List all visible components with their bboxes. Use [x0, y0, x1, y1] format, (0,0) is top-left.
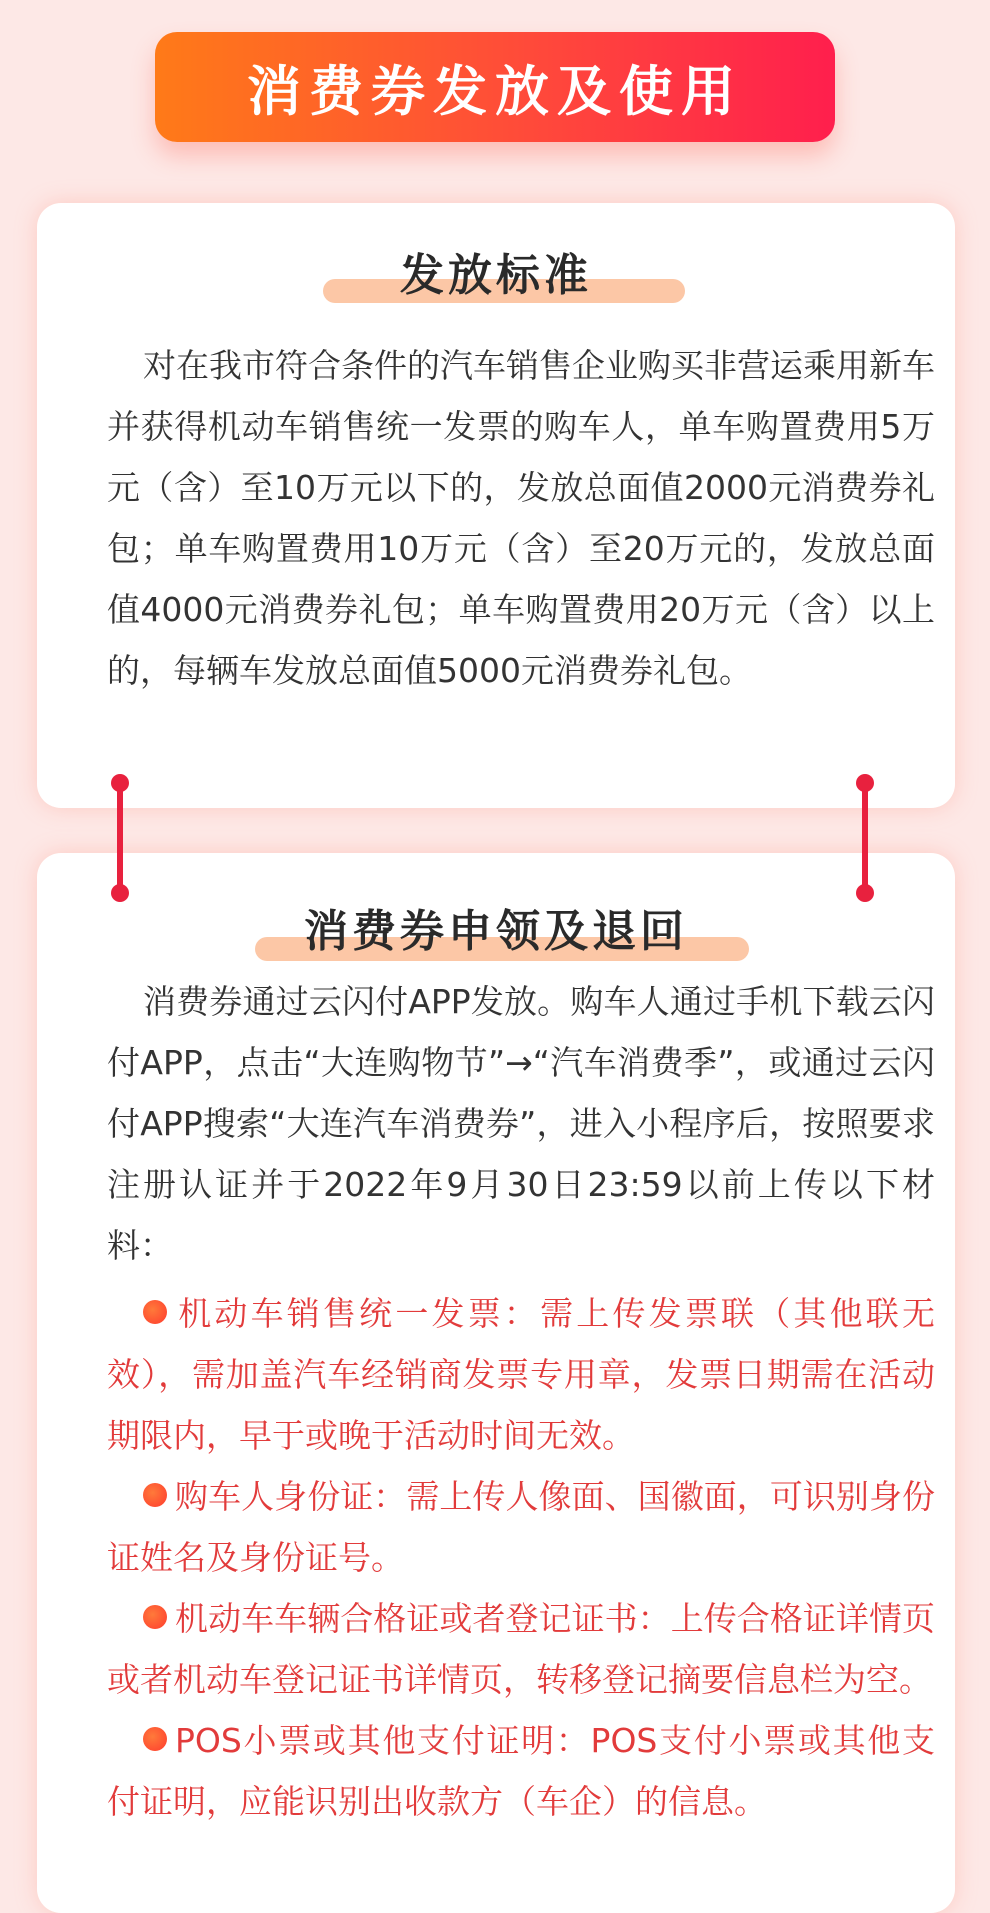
issuance-standard-card [37, 203, 955, 808]
materials-list [107, 1283, 935, 1832]
section-title: 消费券申领及退回 [304, 906, 688, 957]
bullet-dot-icon [143, 1300, 167, 1324]
bullet-dot-icon [143, 1727, 167, 1751]
section-body: 对在我市符合条件的汽车销售企业购买非营运乘用新车并获得机动车销售统一发票的购车人，单车购置费用5万元（含）至10万元以下的，发放总面值2000元消费券礼包；单车购置费用10万元（含）至20万元的，发放总面值4000元消费券礼包；单车购置费用20万元（含）以上的，每辆车发放总面值5000元消费券礼包。 [107, 346, 935, 690]
list-item [107, 1283, 935, 1466]
list-item-text: 机动车车辆合格证或者登记证书：上传合格证详情页或者机动车登记证书详情页，转移登记摘要信息栏为空。 [107, 1599, 935, 1699]
right-connector-bottom-pin [856, 884, 874, 902]
list-item-text: POS小票或其他支付证明：POS支付小票或其他支付证明，应能识别出收款方（车企）的信息。 [107, 1721, 935, 1821]
left-connector-top-pin [111, 774, 129, 792]
claim-and-return-card [37, 853, 955, 1913]
list-item [107, 1710, 935, 1832]
left-connector-bar [117, 783, 123, 893]
section-heading [37, 239, 955, 309]
section-title: 发放标准 [400, 250, 592, 301]
list-item [107, 1466, 935, 1588]
list-item-text: 机动车销售统一发票：需上传发票联（其他联无效），需加盖汽车经销商发票专用章，发票日期需在活动期限内，早于或晚于活动时间无效。 [107, 1294, 935, 1455]
title-banner [155, 32, 835, 142]
right-connector-bar [862, 783, 868, 893]
bullet-dot-icon [143, 1605, 167, 1629]
section-body: 消费券通过云闪付APP发放。购车人通过手机下载云闪付APP，点击“大连购物节”→“汽车消费季”，或通过云闪付APP搜索“大连汽车消费券”，进入小程序后，按照要求注册认证并于2022年9月30日23:59以前上传以下材料： [107, 982, 935, 1265]
list-item [107, 1588, 935, 1710]
bullet-dot-icon [143, 1483, 167, 1507]
list-item-text: 购车人身份证：需上传人像面、国徽面，可识别身份证姓名及身份证号。 [107, 1477, 935, 1577]
right-connector-top-pin [856, 774, 874, 792]
section-heading [37, 895, 955, 965]
left-connector-bottom-pin [111, 884, 129, 902]
banner-title: 消费券发放及使用 [247, 59, 743, 123]
